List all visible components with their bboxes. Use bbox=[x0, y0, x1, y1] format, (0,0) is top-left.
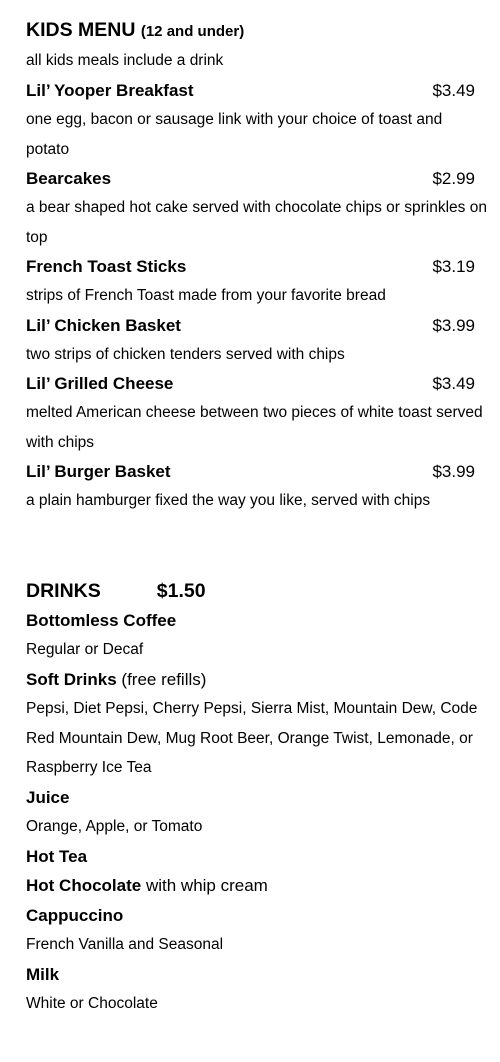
kids-item-description: a bear shaped hot cake served with chocolate chips or sprinkles on top bbox=[26, 199, 487, 246]
kids-item-name: French Toast Sticks bbox=[26, 257, 187, 276]
drink-name: Cappuccino bbox=[26, 905, 124, 925]
kids-menu-item bbox=[26, 252, 488, 311]
kids-item-description: strips of French Toast made from your favorite bread bbox=[26, 287, 386, 304]
kids-item-price: $2.99 bbox=[432, 169, 475, 188]
drink-name-suffix: (free refills) bbox=[116, 669, 207, 689]
drink-description: Regular or Decaf bbox=[26, 641, 144, 658]
kids-item-price: $3.99 bbox=[432, 462, 475, 481]
drinks-price: $1.50 bbox=[156, 579, 206, 602]
kids-menu-item bbox=[26, 369, 488, 457]
drink-name: Hot Chocolate bbox=[26, 876, 142, 895]
drink-item bbox=[26, 665, 488, 783]
kids-menu-item bbox=[26, 457, 488, 516]
drink-name: Hot Tea bbox=[26, 846, 88, 866]
kids-item-price: $3.99 bbox=[432, 315, 475, 335]
drink-description: French Vanilla and Seasonal bbox=[26, 936, 224, 953]
drink-description: Orange, Apple, or Tomato bbox=[26, 818, 203, 835]
kids-item-price: $3.49 bbox=[432, 81, 475, 100]
kids-item-name: Lil’ Yooper Breakfast bbox=[26, 81, 194, 100]
drink-item bbox=[26, 901, 488, 960]
section-spacer bbox=[26, 516, 488, 576]
kids-menu-heading bbox=[26, 16, 488, 46]
drink-name: Soft Drinks bbox=[26, 669, 117, 689]
kids-menu-item bbox=[26, 164, 488, 252]
menu-page bbox=[26, 16, 488, 1019]
drink-item bbox=[26, 842, 488, 872]
drink-name-suffix: with whip cream bbox=[141, 876, 268, 895]
drink-item bbox=[26, 606, 488, 665]
kids-item-description: melted American cheese between two pieces of white toast served with chips bbox=[26, 404, 483, 451]
kids-item-name: Lil’ Burger Basket bbox=[26, 462, 171, 481]
drinks-heading bbox=[26, 576, 488, 606]
kids-item-description: two strips of chicken tenders served with chips bbox=[26, 345, 345, 363]
drinks-title: DRINKS bbox=[26, 579, 101, 602]
drink-name: Juice bbox=[26, 787, 70, 807]
drink-item bbox=[26, 871, 488, 901]
kids-item-description: one egg, bacon or sausage link with your choice of toast and potato bbox=[26, 111, 443, 158]
kids-item-name: Bearcakes bbox=[26, 169, 112, 188]
drink-description: Pepsi, Diet Pepsi, Cherry Pepsi, Sierra Mist, Mountain Dew, Code Red Mountain Dew, Mug Root Beer, Orange Twist, Lemonade, or Raspberry Ice Tea bbox=[26, 700, 478, 776]
kids-item-name: Lil’ Chicken Basket bbox=[26, 315, 181, 335]
kids-menu-subtitle: (12 and under) bbox=[140, 23, 245, 40]
drink-item bbox=[26, 783, 488, 842]
drink-description: White or Chocolate bbox=[26, 995, 158, 1012]
kids-item-name: Lil’ Grilled Cheese bbox=[26, 374, 174, 393]
kids-menu-item bbox=[26, 76, 488, 164]
kids-menu-note: all kids meals include a drink bbox=[26, 52, 224, 69]
kids-item-price: $3.19 bbox=[432, 257, 475, 276]
drink-name: Bottomless Coffee bbox=[26, 610, 177, 630]
kids-item-description: a plain hamburger fixed the way you like, served with chips bbox=[26, 492, 431, 509]
drink-item bbox=[26, 960, 488, 1019]
drink-name: Milk bbox=[26, 964, 60, 984]
kids-menu-title: KIDS MENU bbox=[26, 19, 136, 41]
kids-menu-item bbox=[26, 311, 488, 370]
kids-item-price: $3.49 bbox=[432, 374, 475, 393]
